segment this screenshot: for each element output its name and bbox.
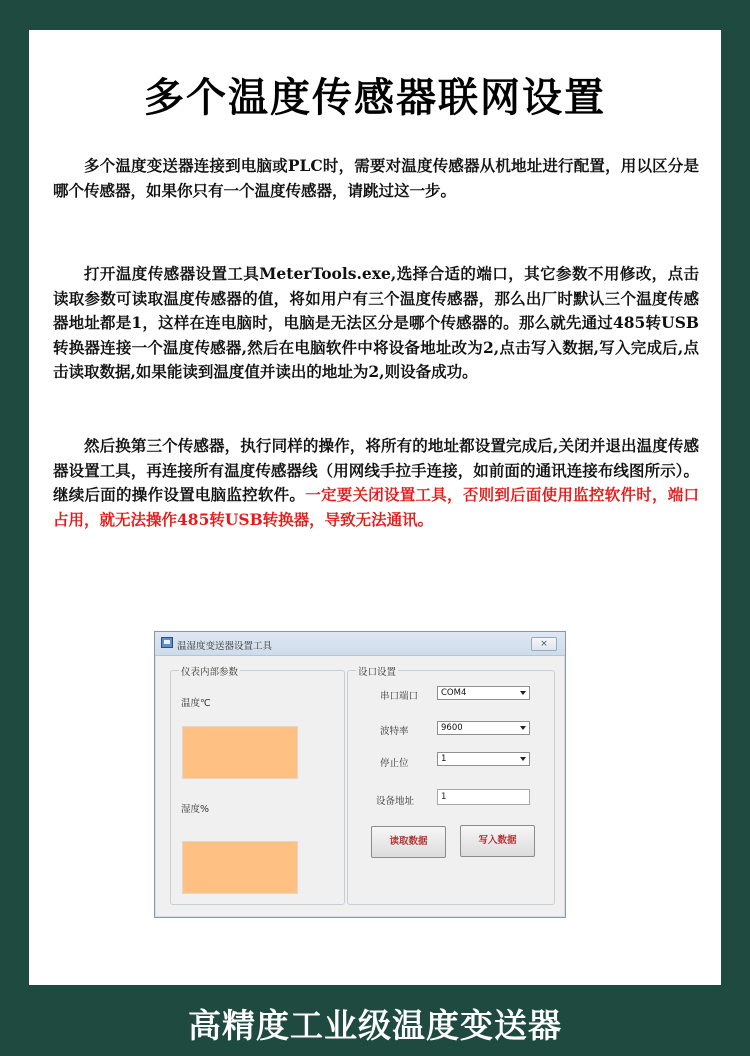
intro-paragraph: 多个温度变送器连接到电脑或PLC时，需要对温度传感器从机地址进行配置，用以区分是哪个传感器，如果你只有一个温度传感器，请跳过这一步。 [53,156,699,200]
footer-banner: 高精度工业级温度变送器 [188,1006,562,1045]
meter-params-legend: 仪表内部参数 [179,664,240,678]
port-settings-legend: 设口设置 [356,664,398,678]
dialog-titlebar [155,632,565,656]
baud-label: 波特率 [380,726,409,737]
settings-dialog [154,631,566,918]
warning-text: 一定要关闭设置工具，否则到后面使用监控软件时，端口占用，就无法操作485转USB转换器，导致无法通讯。 [53,485,699,529]
content-card [29,30,721,985]
final-paragraph-text: 然后换第三个传感器，执行同样的操作，将所有的地址都设置完成后,关闭并退出温度传感器设置工具，再连接所有温度传感器线（用网线手拉手连接，如前面的通讯连接布线图所示）。继续后面的操作设置电脑监控软件。 [53,436,699,504]
meter-params-group [170,667,345,905]
device-address-input[interactable]: 1 [437,789,530,805]
stop-bits-label: 停止位 [380,758,409,769]
chevron-down-icon [520,691,526,695]
port-select[interactable] [437,686,530,700]
app-icon [161,637,173,648]
stop-bits-select-value: 1 [441,754,447,764]
read-data-button[interactable]: 读取数据 [371,826,446,858]
write-data-button[interactable]: 写入数据 [460,825,535,857]
device-address-label: 设备地址 [376,796,415,807]
chevron-down-icon [520,726,526,730]
chevron-down-icon [520,757,526,761]
port-label: 串口端口 [380,691,419,702]
page-title: 多个温度传感器联网设置 [144,75,606,121]
port-select-value: COM4 [441,688,467,698]
humidity-label: 湿度% [181,804,210,815]
stop-bits-select[interactable] [437,752,530,766]
temperature-label: 温度℃ [181,698,211,709]
baud-select-value: 9600 [441,723,463,733]
final-paragraph [53,434,699,532]
baud-select[interactable] [437,721,530,735]
temperature-display [182,726,298,779]
close-button[interactable]: × [531,637,557,651]
instruction-paragraph: 打开温度传感器设置工具MeterTools.exe,选择合适的端口，其它参数不用修改，点击读取参数可读取温度传感器的值，将如用户有三个温度传感器，那么出厂时默认三个温度传感器地址都是1，这样在连电脑时，电脑是无法区分是哪个传感器的。那么就先通过485转USB转换器连接一个温度传感器,然后在电脑软件中将设备地址改为2,点击写入数据,写入完成后,点击读取数据,如果能读到温度值并读出的地址为2,则设备成功。 [53,264,699,381]
dialog-title: 温湿度变送器设置工具 [177,641,273,652]
port-settings-group [347,667,555,905]
humidity-display [182,841,298,894]
